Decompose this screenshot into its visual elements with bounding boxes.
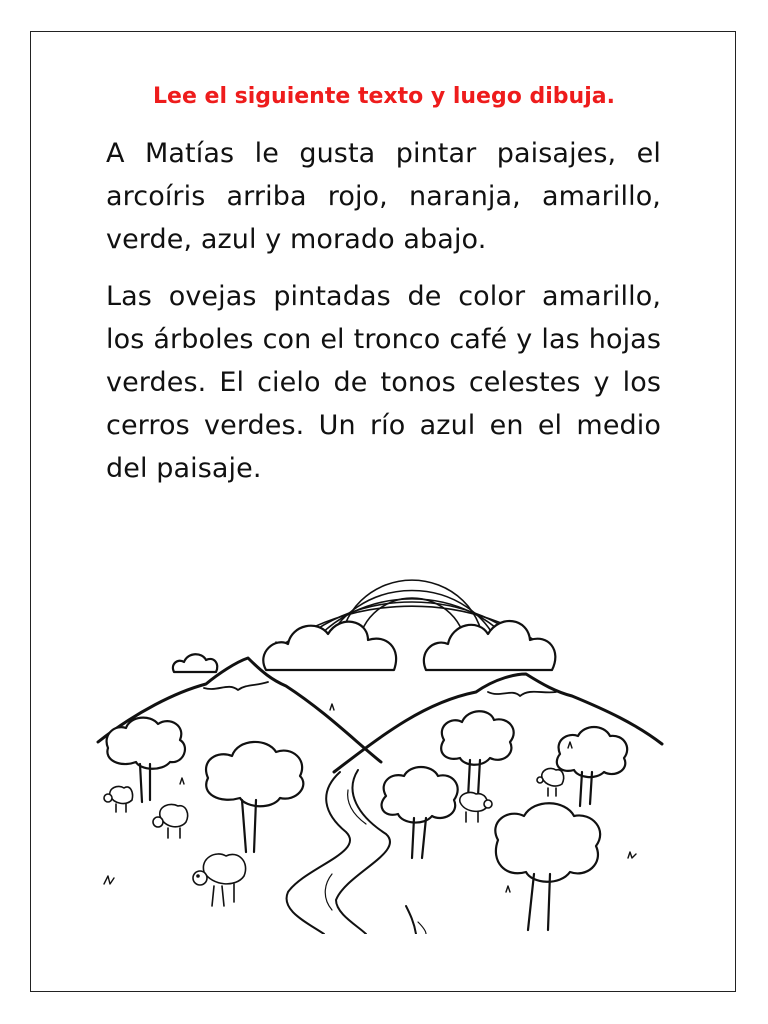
tree-2 bbox=[206, 742, 303, 852]
mountain-right-snow bbox=[488, 692, 556, 696]
mountain-left-snow bbox=[204, 682, 268, 690]
sheep-3 bbox=[193, 854, 246, 906]
tree-4 bbox=[382, 767, 458, 858]
tree-5 bbox=[557, 727, 627, 806]
tree-6 bbox=[495, 803, 600, 930]
sheep-5 bbox=[537, 768, 564, 796]
cloud-small bbox=[173, 654, 217, 672]
instruction-title: Lee el siguiente texto y luego dibuja. bbox=[153, 84, 615, 109]
sheep-1 bbox=[104, 786, 133, 812]
sheep-2 bbox=[153, 804, 188, 838]
paragraph-rainbow: A Matías le gusta pintar paisajes, el arcoíris arriba rojo, naranja, amarillo, verde, azul y morado abajo. bbox=[106, 138, 661, 255]
cloud-left bbox=[263, 622, 396, 670]
coloring-illustration bbox=[96, 502, 666, 934]
sheep-4 bbox=[460, 792, 492, 822]
paragraph-landscape: Las ovejas pintadas de color amarillo, los árboles con el tronco café y las hojas verdes. El cielo de tonos celestes y los cerros verdes. Un río azul en el medio del paisaje. bbox=[106, 281, 661, 484]
